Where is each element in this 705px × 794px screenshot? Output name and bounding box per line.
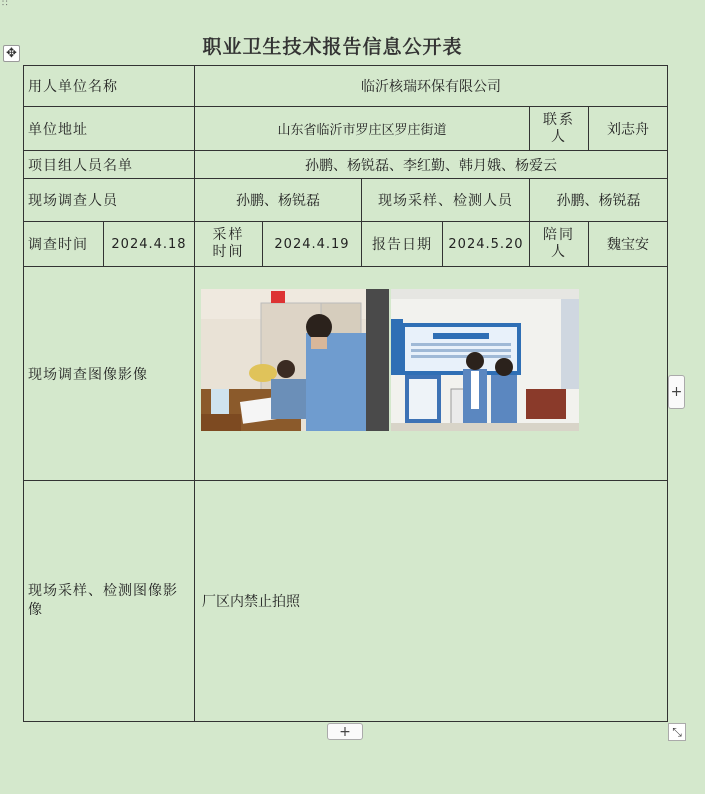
resize-icon: ⤡ <box>672 724 682 739</box>
report-date-label: 报告日期 <box>362 222 443 267</box>
sampling-images-label: 现场采样、检测图像影像 <box>24 481 195 722</box>
sampling-staff-label: 现场采样、检测人员 <box>362 179 530 222</box>
survey-staff-value[interactable]: 孙鹏、杨锐磊 <box>195 179 362 222</box>
sampling-images-value[interactable]: 厂区内禁止拍照 <box>195 481 668 722</box>
add-row-button[interactable] <box>327 723 363 740</box>
employer-value[interactable]: 临沂核瑞环保有限公司 <box>195 66 668 107</box>
contact-label: 联系人 <box>530 107 589 151</box>
table-row <box>24 481 668 722</box>
survey-images-label: 现场调查图像影像 <box>24 267 195 481</box>
sampling-staff-value[interactable]: 孙鹏、杨锐磊 <box>530 179 668 222</box>
plus-icon: + <box>670 384 683 400</box>
escort-label: 陪同人 <box>530 222 589 267</box>
survey-date-value[interactable]: 2024.4.18 <box>104 222 195 267</box>
page-title: 职业卫生技术报告信息公开表 <box>202 36 463 58</box>
survey-staff-label: 现场调查人员 <box>24 179 195 222</box>
survey-photo-office[interactable] <box>201 289 389 431</box>
table-row <box>24 179 668 222</box>
sampling-date-value[interactable]: 2024.4.19 <box>263 222 362 267</box>
table-row <box>24 267 668 481</box>
table-resize-handle[interactable] <box>668 723 686 741</box>
add-column-button[interactable] <box>668 375 685 409</box>
team-value[interactable]: 孙鹏、杨锐磊、李红勤、韩月娥、杨爱云 <box>195 151 668 179</box>
drag-dots-icon[interactable]: ∷ <box>2 0 8 9</box>
survey-images-cell <box>195 267 668 481</box>
escort-value[interactable]: 魏宝安 <box>589 222 668 267</box>
move-icon: ✥ <box>6 46 17 61</box>
team-label: 项目组人员名单 <box>24 151 195 179</box>
table-row <box>24 151 668 179</box>
table-row <box>24 222 668 267</box>
survey-photo-board[interactable] <box>391 289 579 431</box>
address-value[interactable]: 山东省临沂市罗庄区罗庄街道 <box>195 107 530 151</box>
table-row <box>24 107 668 151</box>
sampling-date-label: 采样时间 <box>195 222 263 267</box>
contact-value[interactable]: 刘志舟 <box>589 107 668 151</box>
report-date-value[interactable]: 2024.5.20 <box>443 222 530 267</box>
survey-photos <box>201 289 663 431</box>
employer-label: 用人单位名称 <box>24 66 195 107</box>
address-label: 单位地址 <box>24 107 195 151</box>
plus-icon: + <box>339 723 351 740</box>
report-table <box>23 65 668 722</box>
table-row <box>24 66 668 107</box>
survey-date-label: 调查时间 <box>24 222 104 267</box>
